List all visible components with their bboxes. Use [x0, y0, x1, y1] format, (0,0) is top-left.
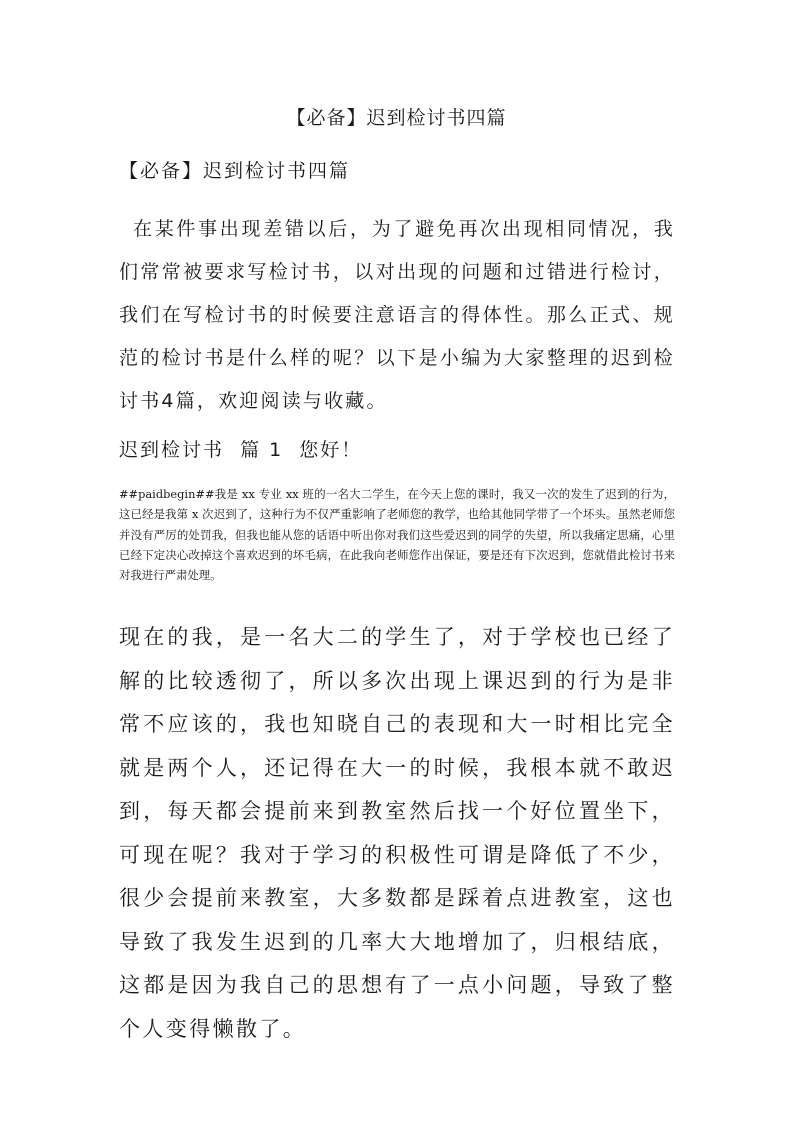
body-paragraph: 现在的我，是一名大二的学生了，对于学校也已经了解的比较透彻了，所以多次出现上课迟到的行为是非常不应该的，我也知晓自己的表现和大一时相比完全就是两个人，还记得在大一的时候，我根本就不敢迟到，每天都会提前来到教室然后找一个好位置坐下，可现在呢？我对于学习的积极性可谓是降低了不少，很少会提前来教室，大多数都是踩着点进教室，这也导致了我发生迟到的几率大大地增加了，归根结底，这都是因为我自己的思想有了一点小问题，导致了整个人变得懒散了。	[119, 625, 675, 1041]
intro-paragraph: 在某件事出现差错以后，为了避免再次出现相同情况，我们常常被要求写检讨书，以对出现的问题和过错进行检讨，我们在写检讨书的时候要注意语言的得体性。那么正式、规范的检讨书是什么样的呢？以下是小编为大家整理的迟到检讨书4篇，欢迎阅读与收藏。	[119, 218, 675, 412]
document-subtitle: 【必备】迟到检讨书四篇	[119, 160, 351, 182]
small-print-paragraph: ##paidbegin##我是 xx 专业 xx 班的一名大二学生，在今天上您的课时，我又一次的发生了迟到的行为，这已经是我第 x 次迟到了，这种行为不仅严重影响了老师您的教学，也给其他同学带了一个坏头。虽然老师您并没有严厉的处罚我，但我也能从您的话语中听出你对我们这些爱迟到的同学的失望，所以我痛定思痛，心里已经下定决心改掉这个喜欢迟到的坏毛病，在此我向老师您作出保证，要是还有下次迟到，您就借此检讨书来对我进行严肃处理。	[119, 487, 675, 583]
section-heading: 迟到检讨书 篇 1 您好！	[119, 439, 363, 461]
document-title: 【必备】迟到检讨书四篇	[286, 107, 507, 129]
